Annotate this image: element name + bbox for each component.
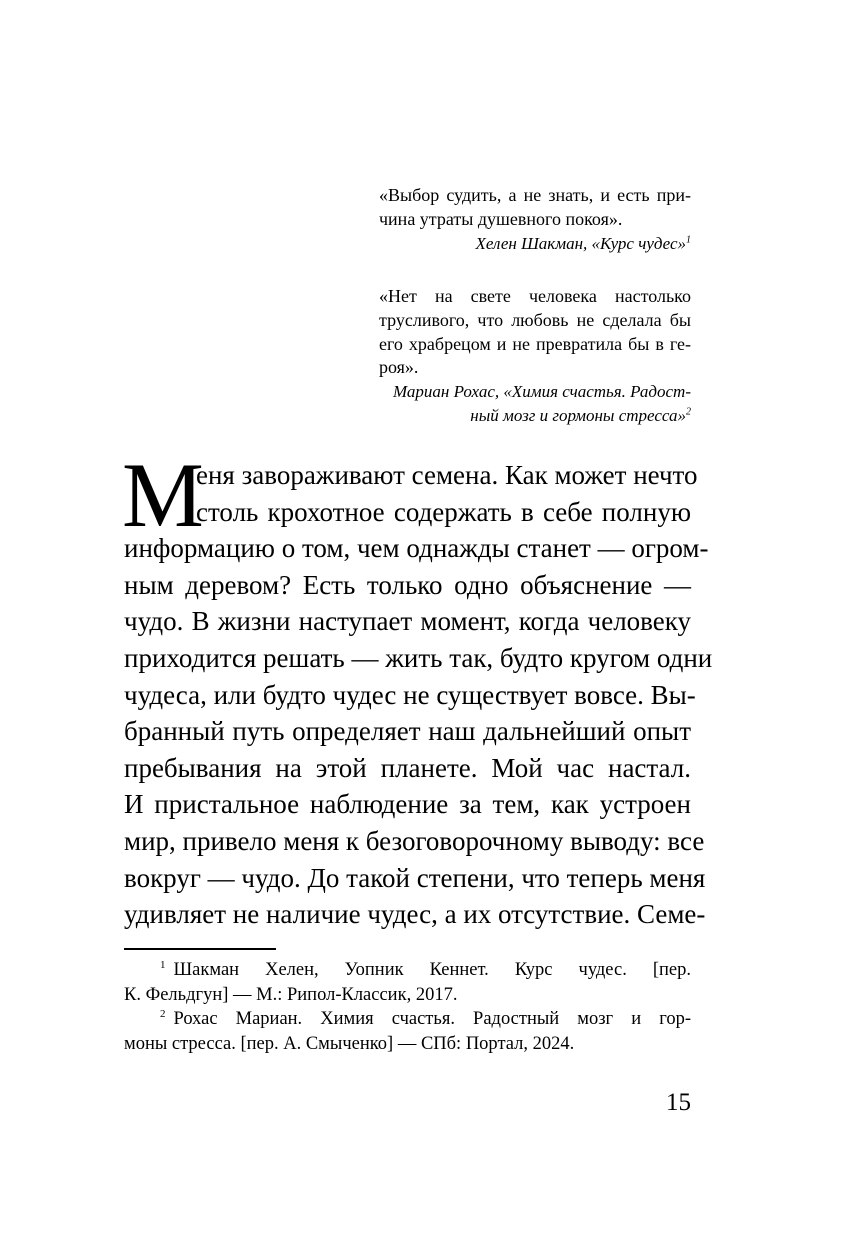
epigraph-1-attribution-text: Хелен Шакман, «Курс чудес» — [475, 233, 686, 253]
main-line-13: удивляет не наличие чудес, а их отсутствие. Семе- — [124, 899, 706, 930]
epigraph-2 — [379, 285, 691, 427]
footnote-1-number: 1 — [160, 958, 166, 971]
main-line-5: чудо. В жизни наступает момент, когда человеку — [124, 606, 691, 637]
drop-cap: М — [122, 444, 204, 546]
epigraph-2-attribution-line-2 — [379, 404, 691, 428]
footnote-1-text-1: Шакман Хелен, Уопник Кеннет. Курс чудес. [пер. — [173, 960, 691, 980]
epigraph-1-footnote-ref: 1 — [686, 233, 691, 245]
main-line-7: чудеса, или будто чудес не существует вовсе. Вы- — [124, 679, 696, 710]
main-line-1: еня завораживают семена. Как может нечто — [196, 460, 698, 490]
epigraph-2-attribution-line-1: Мариан Рохас, «Химия счастья. Радост- — [393, 382, 691, 402]
footnote-2-line-1 — [124, 1007, 691, 1032]
main-line-3: информацию о том, чем однажды станет — огром- — [124, 533, 709, 564]
epigraph-2-line-1: «Нет на свете человека настолько — [379, 286, 691, 306]
footnote-2-text-1: Рохас Мариан. Химия счастья. Радостный мозг и гор- — [173, 1009, 691, 1029]
footnote-divider — [124, 948, 276, 950]
main-line-6: приходится решать — жить так, будто кругом одни — [124, 642, 713, 673]
epigraph-1 — [379, 184, 691, 255]
epigraph-1-attribution — [379, 232, 691, 256]
page-number: 15 — [666, 1089, 691, 1116]
main-line-12: вокруг — чудо. До такой степени, что теперь меня — [124, 862, 706, 893]
epigraph-2-attribution-text: ный мозг и гормоны стресса» — [470, 405, 686, 425]
main-line-11: мир, привело меня к безоговорочному выводу: все — [124, 825, 705, 856]
epigraph-1-line-1: «Выбор судить, а не знать, и есть при- — [379, 185, 691, 205]
main-line-10: И пристальное наблюдение за тем, как устроен — [124, 789, 691, 820]
main-paragraph — [122, 444, 713, 933]
epigraph-1-line-2: чина утраты душевного покоя». — [379, 208, 623, 229]
footnote-1-line-1 — [124, 958, 691, 983]
epigraph-2-line-2: трусливого, что любовь не сделала бы — [379, 309, 691, 330]
main-line-2: столь крохотное содержать в себе полную — [196, 496, 691, 527]
epigraph-2-line-3: его храбрецом и не превратила бы в ге- — [379, 333, 691, 354]
main-line-4: ным деревом? Есть только одно объяснение — — [124, 569, 691, 600]
footnotes — [124, 958, 691, 1056]
epigraph-2-line-4: роя». — [379, 357, 419, 378]
footnote-2-number: 2 — [160, 1007, 166, 1020]
footnote-1-line-2: К. Фельдгун] — М.: Рипол-Классик, 2017. — [124, 984, 458, 1005]
main-line-9: пребывания на этой планете. Мой час настал. — [124, 752, 691, 783]
footnote-2-line-2: моны стресса. [пер. А. Смыченко] — СПб: Портал, 2024. — [124, 1033, 575, 1054]
epigraph-2-footnote-ref: 2 — [686, 406, 691, 418]
main-line-8: бранный путь определяет наш дальнейший опыт — [124, 716, 691, 747]
